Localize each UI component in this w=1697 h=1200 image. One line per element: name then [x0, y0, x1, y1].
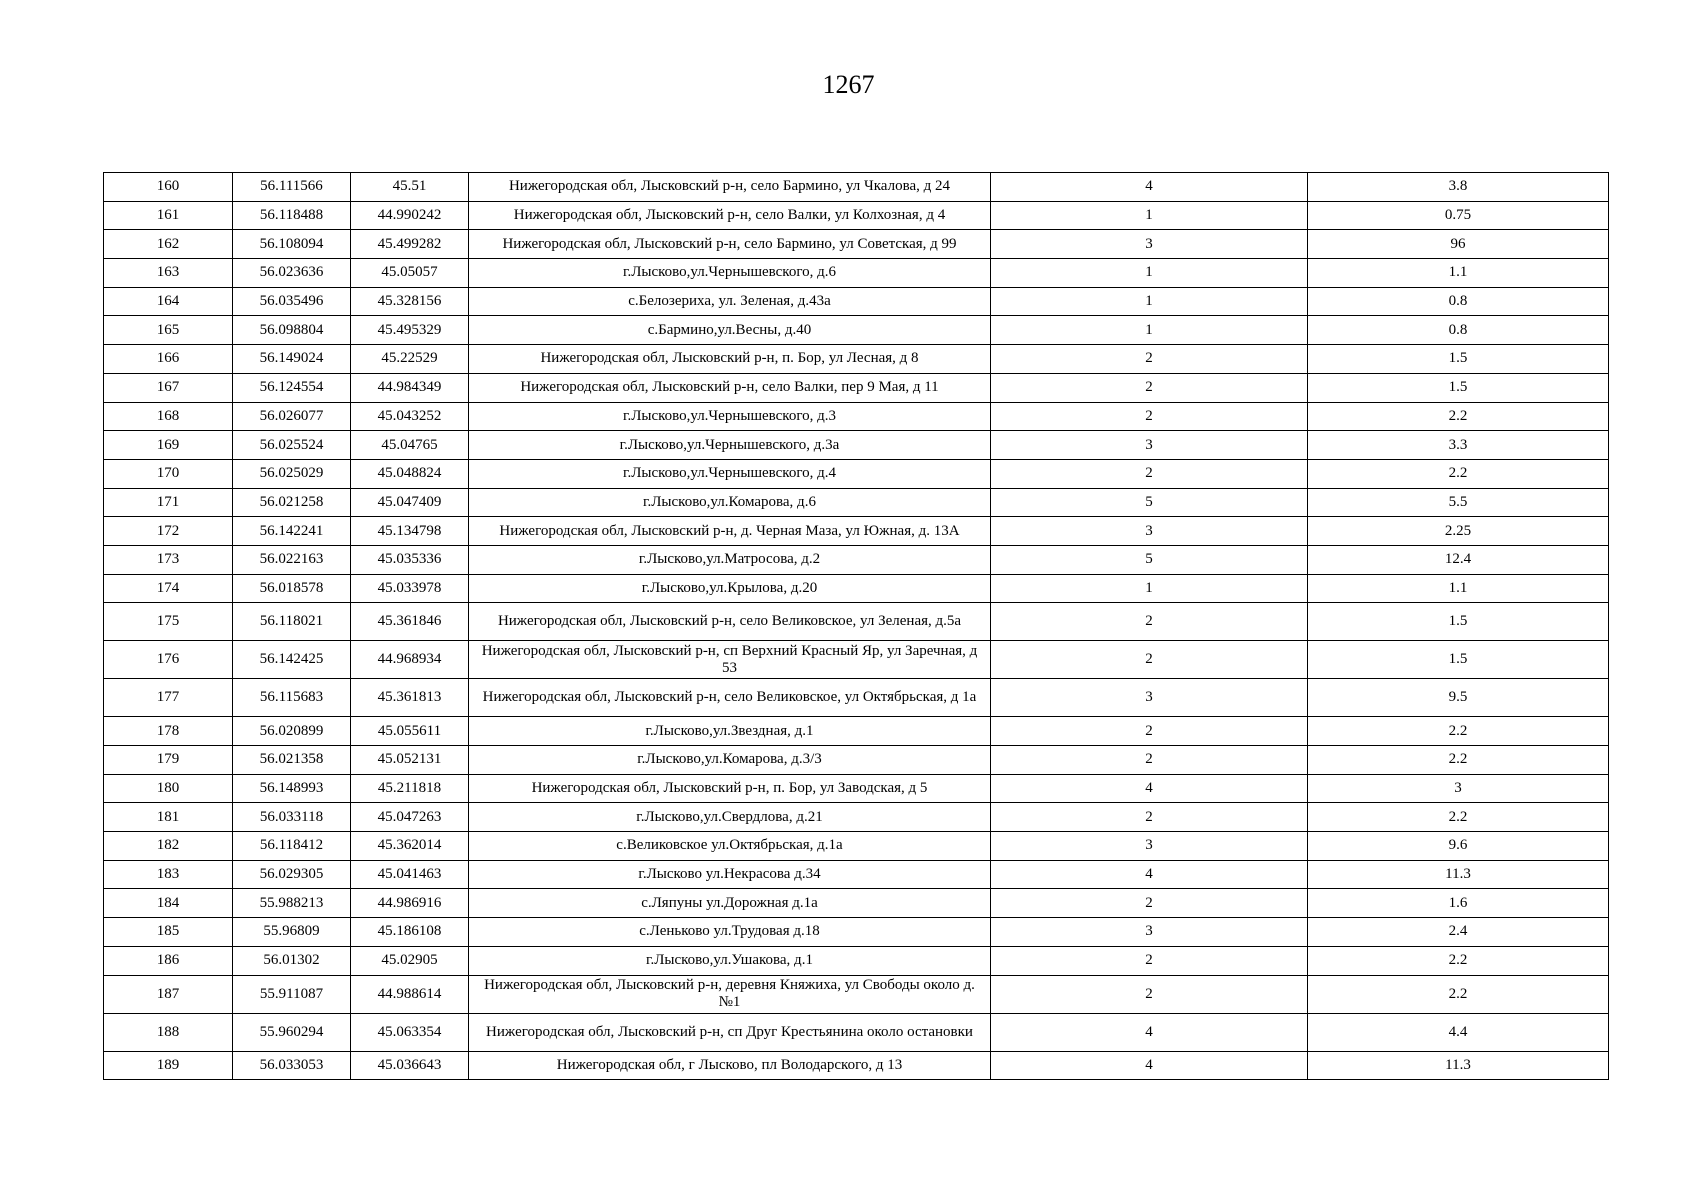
- cell-latitude: 56.025029: [233, 459, 351, 488]
- cell-latitude: 56.033053: [233, 1051, 351, 1080]
- cell-address: Нижегородская обл, Лысковский р-н, п. Бор, ул Заводская, д 5: [469, 774, 991, 803]
- cell-volume: 0.8: [1308, 316, 1609, 345]
- cell-volume: 2.25: [1308, 517, 1609, 546]
- cell-container-count: 4: [991, 173, 1308, 202]
- cell-longitude: 45.036643: [351, 1051, 469, 1080]
- cell-longitude: 45.055611: [351, 717, 469, 746]
- cell-longitude: 45.134798: [351, 517, 469, 546]
- cell-address: Нижегородская обл, Лысковский р-н, село Великовское, ул Зеленая, д.5а: [469, 603, 991, 641]
- cell-volume: 3.3: [1308, 431, 1609, 460]
- cell-volume: 1.5: [1308, 641, 1609, 679]
- cell-row-number: 187: [104, 975, 233, 1013]
- table-row: [104, 832, 1609, 861]
- cell-address: г.Лысково,ул.Чернышевского, д.6: [469, 259, 991, 288]
- cell-container-count: 2: [991, 603, 1308, 641]
- cell-latitude: 55.96809: [233, 918, 351, 947]
- page-number: 1267: [822, 70, 875, 99]
- cell-container-count: 1: [991, 201, 1308, 230]
- cell-container-count: 1: [991, 316, 1308, 345]
- cell-address: Нижегородская обл, Лысковский р-н, деревня Княжиха, ул Свободы около д.№1: [469, 975, 991, 1013]
- cell-container-count: 2: [991, 746, 1308, 775]
- cell-row-number: 183: [104, 860, 233, 889]
- cell-volume: 96: [1308, 230, 1609, 259]
- cell-longitude: 45.063354: [351, 1013, 469, 1051]
- cell-address: с.Великовское ул.Октябрьская, д.1а: [469, 832, 991, 861]
- table-row: [104, 259, 1609, 288]
- cell-longitude: 44.990242: [351, 201, 469, 230]
- cell-latitude: 56.033118: [233, 803, 351, 832]
- table-row: [104, 545, 1609, 574]
- table-row: [104, 201, 1609, 230]
- cell-row-number: 179: [104, 746, 233, 775]
- table-row: [104, 717, 1609, 746]
- cell-longitude: 45.04765: [351, 431, 469, 460]
- cell-row-number: 174: [104, 574, 233, 603]
- cell-volume: 2.2: [1308, 717, 1609, 746]
- table-row: [104, 774, 1609, 803]
- cell-row-number: 161: [104, 201, 233, 230]
- cell-latitude: 56.149024: [233, 345, 351, 374]
- cell-latitude: 56.021358: [233, 746, 351, 775]
- cell-container-count: 4: [991, 1051, 1308, 1080]
- cell-row-number: 178: [104, 717, 233, 746]
- cell-volume: 2.4: [1308, 918, 1609, 947]
- cell-address: г.Лысково,ул.Матросова, д.2: [469, 545, 991, 574]
- cell-address: с.Бармино,ул.Весны, д.40: [469, 316, 991, 345]
- cell-address: с.Ляпуны ул.Дорожная д.1а: [469, 889, 991, 918]
- cell-row-number: 175: [104, 603, 233, 641]
- table-row: [104, 431, 1609, 460]
- cell-address: г.Лысково,ул.Комарова, д.3/3: [469, 746, 991, 775]
- cell-longitude: 45.033978: [351, 574, 469, 603]
- cell-address: г.Лысково,ул.Чернышевского, д.3: [469, 402, 991, 431]
- cell-longitude: 45.361813: [351, 679, 469, 717]
- cell-row-number: 160: [104, 173, 233, 202]
- cell-container-count: 3: [991, 230, 1308, 259]
- table-row: [104, 373, 1609, 402]
- cell-row-number: 172: [104, 517, 233, 546]
- cell-longitude: 45.186108: [351, 918, 469, 947]
- table-row: [104, 316, 1609, 345]
- cell-container-count: 3: [991, 517, 1308, 546]
- table-row: [104, 173, 1609, 202]
- registry-table-body: [104, 173, 1609, 1080]
- cell-container-count: 3: [991, 679, 1308, 717]
- cell-latitude: 56.124554: [233, 373, 351, 402]
- cell-latitude: 56.020899: [233, 717, 351, 746]
- cell-latitude: 56.142241: [233, 517, 351, 546]
- cell-volume: 1.5: [1308, 603, 1609, 641]
- cell-latitude: 56.01302: [233, 946, 351, 975]
- cell-longitude: 45.22529: [351, 345, 469, 374]
- cell-row-number: 165: [104, 316, 233, 345]
- cell-latitude: 56.148993: [233, 774, 351, 803]
- cell-volume: 1.5: [1308, 345, 1609, 374]
- cell-row-number: 163: [104, 259, 233, 288]
- cell-row-number: 186: [104, 946, 233, 975]
- cell-longitude: 45.362014: [351, 832, 469, 861]
- cell-container-count: 2: [991, 975, 1308, 1013]
- table-row: [104, 345, 1609, 374]
- cell-address: Нижегородская обл, Лысковский р-н, сп Друг Крестьянина около остановки: [469, 1013, 991, 1051]
- table-row: [104, 1013, 1609, 1051]
- cell-latitude: 56.142425: [233, 641, 351, 679]
- cell-latitude: 55.988213: [233, 889, 351, 918]
- cell-row-number: 168: [104, 402, 233, 431]
- cell-address: с.Белозериха, ул. Зеленая, д.43а: [469, 287, 991, 316]
- cell-address: г.Лысково,ул.Свердлова, д.21: [469, 803, 991, 832]
- cell-longitude: 44.984349: [351, 373, 469, 402]
- cell-container-count: 2: [991, 803, 1308, 832]
- cell-latitude: 56.035496: [233, 287, 351, 316]
- cell-row-number: 166: [104, 345, 233, 374]
- cell-row-number: 180: [104, 774, 233, 803]
- cell-volume: 3.8: [1308, 173, 1609, 202]
- cell-longitude: 45.047409: [351, 488, 469, 517]
- registry-table: [103, 172, 1609, 1080]
- cell-address: г.Лысково,ул.Ушакова, д.1: [469, 946, 991, 975]
- cell-container-count: 3: [991, 918, 1308, 947]
- cell-container-count: 2: [991, 345, 1308, 374]
- cell-container-count: 1: [991, 259, 1308, 288]
- cell-volume: 11.3: [1308, 860, 1609, 889]
- cell-row-number: 170: [104, 459, 233, 488]
- cell-longitude: 45.51: [351, 173, 469, 202]
- cell-volume: 4.4: [1308, 1013, 1609, 1051]
- cell-longitude: 44.968934: [351, 641, 469, 679]
- cell-latitude: 56.026077: [233, 402, 351, 431]
- cell-longitude: 45.211818: [351, 774, 469, 803]
- cell-container-count: 3: [991, 431, 1308, 460]
- cell-latitude: 56.118412: [233, 832, 351, 861]
- cell-row-number: 169: [104, 431, 233, 460]
- cell-container-count: 1: [991, 574, 1308, 603]
- cell-container-count: 4: [991, 1013, 1308, 1051]
- table-row: [104, 574, 1609, 603]
- cell-longitude: 44.988614: [351, 975, 469, 1013]
- table-row: [104, 230, 1609, 259]
- cell-container-count: 5: [991, 545, 1308, 574]
- cell-latitude: 56.022163: [233, 545, 351, 574]
- cell-longitude: 45.361846: [351, 603, 469, 641]
- cell-row-number: 171: [104, 488, 233, 517]
- cell-container-count: 2: [991, 459, 1308, 488]
- cell-volume: 2.2: [1308, 459, 1609, 488]
- cell-row-number: 182: [104, 832, 233, 861]
- cell-address: г.Лысково,ул.Комарова, д.6: [469, 488, 991, 517]
- table-row: [104, 975, 1609, 1013]
- cell-volume: 2.2: [1308, 803, 1609, 832]
- cell-volume: 9.5: [1308, 679, 1609, 717]
- table-row: [104, 918, 1609, 947]
- cell-container-count: 2: [991, 373, 1308, 402]
- cell-address: Нижегородская обл, Лысковский р-н, село Бармино, ул Чкалова, д 24: [469, 173, 991, 202]
- cell-latitude: 56.098804: [233, 316, 351, 345]
- cell-container-count: 3: [991, 832, 1308, 861]
- cell-row-number: 185: [104, 918, 233, 947]
- cell-row-number: 164: [104, 287, 233, 316]
- cell-longitude: 45.052131: [351, 746, 469, 775]
- cell-address: г.Лысково,ул.Крылова, д.20: [469, 574, 991, 603]
- table-row: [104, 679, 1609, 717]
- cell-address: с.Леньково ул.Трудовая д.18: [469, 918, 991, 947]
- cell-address: г.Лысково,ул.Звездная, д.1: [469, 717, 991, 746]
- cell-container-count: 2: [991, 889, 1308, 918]
- cell-container-count: 2: [991, 641, 1308, 679]
- cell-container-count: 2: [991, 717, 1308, 746]
- cell-latitude: 56.023636: [233, 259, 351, 288]
- table-row: [104, 402, 1609, 431]
- cell-volume: 3: [1308, 774, 1609, 803]
- cell-row-number: 189: [104, 1051, 233, 1080]
- table-row: [104, 488, 1609, 517]
- cell-longitude: 45.047263: [351, 803, 469, 832]
- cell-volume: 0.75: [1308, 201, 1609, 230]
- cell-row-number: 177: [104, 679, 233, 717]
- cell-volume: 2.2: [1308, 975, 1609, 1013]
- cell-volume: 5.5: [1308, 488, 1609, 517]
- cell-volume: 9.6: [1308, 832, 1609, 861]
- cell-longitude: 45.043252: [351, 402, 469, 431]
- cell-address: Нижегородская обл, Лысковский р-н, д. Черная Маза, ул Южная, д. 13А: [469, 517, 991, 546]
- cell-volume: 2.2: [1308, 746, 1609, 775]
- cell-container-count: 4: [991, 774, 1308, 803]
- cell-longitude: 45.05057: [351, 259, 469, 288]
- cell-latitude: 55.960294: [233, 1013, 351, 1051]
- cell-volume: 11.3: [1308, 1051, 1609, 1080]
- cell-row-number: 162: [104, 230, 233, 259]
- cell-longitude: 45.499282: [351, 230, 469, 259]
- cell-latitude: 56.118488: [233, 201, 351, 230]
- cell-address: г.Лысково,ул.Чернышевского, д.3а: [469, 431, 991, 460]
- table-row: [104, 860, 1609, 889]
- cell-row-number: 167: [104, 373, 233, 402]
- cell-row-number: 181: [104, 803, 233, 832]
- cell-longitude: 45.048824: [351, 459, 469, 488]
- cell-row-number: 188: [104, 1013, 233, 1051]
- cell-latitude: 55.911087: [233, 975, 351, 1013]
- cell-address: г.Лысково,ул.Чернышевского, д.4: [469, 459, 991, 488]
- cell-row-number: 173: [104, 545, 233, 574]
- cell-latitude: 56.108094: [233, 230, 351, 259]
- cell-row-number: 184: [104, 889, 233, 918]
- cell-container-count: 1: [991, 287, 1308, 316]
- cell-volume: 2.2: [1308, 946, 1609, 975]
- cell-volume: 2.2: [1308, 402, 1609, 431]
- cell-latitude: 56.021258: [233, 488, 351, 517]
- table-row: [104, 641, 1609, 679]
- cell-container-count: 5: [991, 488, 1308, 517]
- cell-longitude: 45.328156: [351, 287, 469, 316]
- cell-longitude: 44.986916: [351, 889, 469, 918]
- cell-latitude: 56.029305: [233, 860, 351, 889]
- table-row: [104, 287, 1609, 316]
- table-row: [104, 459, 1609, 488]
- cell-latitude: 56.118021: [233, 603, 351, 641]
- table-row: [104, 946, 1609, 975]
- table-row: [104, 889, 1609, 918]
- cell-volume: 1.1: [1308, 574, 1609, 603]
- cell-container-count: 2: [991, 402, 1308, 431]
- cell-volume: 12.4: [1308, 545, 1609, 574]
- cell-address: Нижегородская обл, Лысковский р-н, село Бармино, ул Советская, д 99: [469, 230, 991, 259]
- cell-address: Нижегородская обл, Лысковский р-н, село Валки, ул Колхозная, д 4: [469, 201, 991, 230]
- cell-address: г.Лысково ул.Некрасова д.34: [469, 860, 991, 889]
- cell-volume: 1.5: [1308, 373, 1609, 402]
- table-row: [104, 517, 1609, 546]
- cell-latitude: 56.115683: [233, 679, 351, 717]
- cell-latitude: 56.111566: [233, 173, 351, 202]
- cell-row-number: 176: [104, 641, 233, 679]
- cell-container-count: 4: [991, 860, 1308, 889]
- cell-volume: 0.8: [1308, 287, 1609, 316]
- cell-latitude: 56.025524: [233, 431, 351, 460]
- cell-address: Нижегородская обл, г Лысково, пл Володарского, д 13: [469, 1051, 991, 1080]
- table-row: [104, 603, 1609, 641]
- cell-volume: 1.1: [1308, 259, 1609, 288]
- cell-volume: 1.6: [1308, 889, 1609, 918]
- cell-address: Нижегородская обл, Лысковский р-н, село Валки, пер 9 Мая, д 11: [469, 373, 991, 402]
- cell-address: Нижегородская обл, Лысковский р-н, п. Бор, ул Лесная, д 8: [469, 345, 991, 374]
- cell-longitude: 45.035336: [351, 545, 469, 574]
- table-row: [104, 1051, 1609, 1080]
- cell-address: Нижегородская обл, Лысковский р-н, сп Верхний Красный Яр, ул Заречная, д 53: [469, 641, 991, 679]
- cell-container-count: 2: [991, 946, 1308, 975]
- cell-latitude: 56.018578: [233, 574, 351, 603]
- table-row: [104, 746, 1609, 775]
- table-row: [104, 803, 1609, 832]
- cell-address: Нижегородская обл, Лысковский р-н, село Великовское, ул Октябрьская, д 1а: [469, 679, 991, 717]
- cell-longitude: 45.495329: [351, 316, 469, 345]
- cell-longitude: 45.02905: [351, 946, 469, 975]
- cell-longitude: 45.041463: [351, 860, 469, 889]
